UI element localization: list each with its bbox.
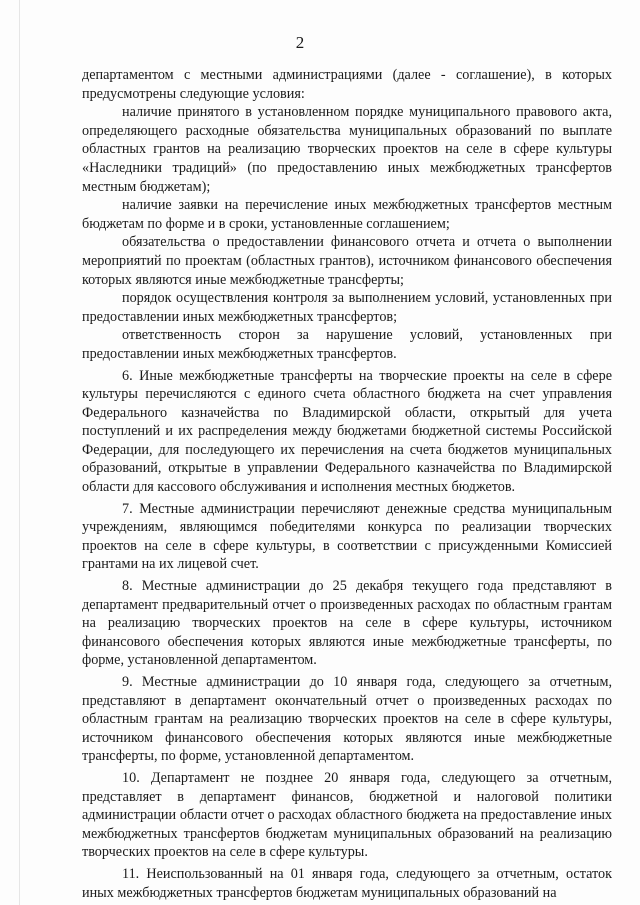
clause-9: 9. Местные администрации до 10 января года, следующего за отчетным, представляют в департамент окончательный отчет о произведенных расходах по областным грантам на реализацию творческих проектов на селе в сфере культуры, источником финансового обеспечения которых являются иные межбюджетные трансферты, по форме, установленной департаментом. [82,674,612,765]
condition-control: порядок осуществления контроля за выполнением условий, установленных при предоставлении иных межбюджетных трансфертов; [82,290,612,325]
scan-edge-line [19,0,20,905]
clause-7: 7. Местные администрации перечисляют денежные средства муниципальным учреждениям, являющимся победителями конкурса по реализации творческих проектов на селе в сфере культуры, в соответствии с присужденными Комиссией грантами на их лицевой счет. [82,500,612,573]
condition-responsibility: ответственность сторон за нарушение условий, установленных при предоставлении иных межбюджетных трансфертов. [82,327,612,362]
clause-10: 10. Департамент не позднее 20 января года, следующего за отчетным, представляет в департамент финансов, бюджетной и налоговой политики администрации области отчет о расходах областного бюджета на предоставление иных межбюджетных трансфертов бюджетам муниципальных образований на реализацию творческих проектов на селе в сфере культуры. [82,769,612,861]
page-number: 2 [295,33,305,52]
condition-financial-report: обязательства о предоставлении финансового отчета и отчета о выполнении мероприятий по проектам (областных грантов), источником финансового обеспечения которых являются иные межбюджетные трансферты; [82,234,612,288]
clause-11: 11. Неиспользованный на 01 января года, следующего за отчетным, остаток иных межбюджетных трансфертов бюджетам муниципальных образований на [82,865,612,901]
clause-8: 8. Местные администрации до 25 декабря текущего года представляют в департамент предварительный отчет о произведенных расходах по областным грантам на реализацию творческих проектов на селе в сфере культуры, источником финансового обеспечения которых являются иные межбюджетные трансферты, по форме, установленной департаментом. [82,578,612,669]
condition-legal-act: наличие принятого в установленном порядке муниципального правового акта, определяющего расходные обязательства муниципальных образований по выплате областных грантов на реализацию творческих проектов на селе в сфере культуры «Наследники традиций» (по предоставлению иных межбюджетных трансфертов местным бюджетам); [82,104,612,195]
clause-6: 6. Иные межбюджетные трансферты на творческие проекты на селе в сфере культуры перечисляются с единого счета областного бюджета на счет управления Федерального казначейства по Владимирской области, открытый для учета поступлений и их распределения между бюджетами бюджетной системы Российской Федерации, для последующего их перечисления на счета бюджетов муниципальных образований, открытые в управлении Федерального казначейства по Владимирской области для кассового обслуживания и исполнения местных бюджетов. [82,367,612,496]
paragraph-continuation: департаментом с местными администрациями (далее - соглашение), в которых предусмотрены следующие условия: [82,67,612,102]
document-body [82,66,612,902]
condition-application: наличие заявки на перечисление иных межбюджетных трансфертов местным бюджетам по форме и в сроки, установленные соглашением; [82,197,612,232]
